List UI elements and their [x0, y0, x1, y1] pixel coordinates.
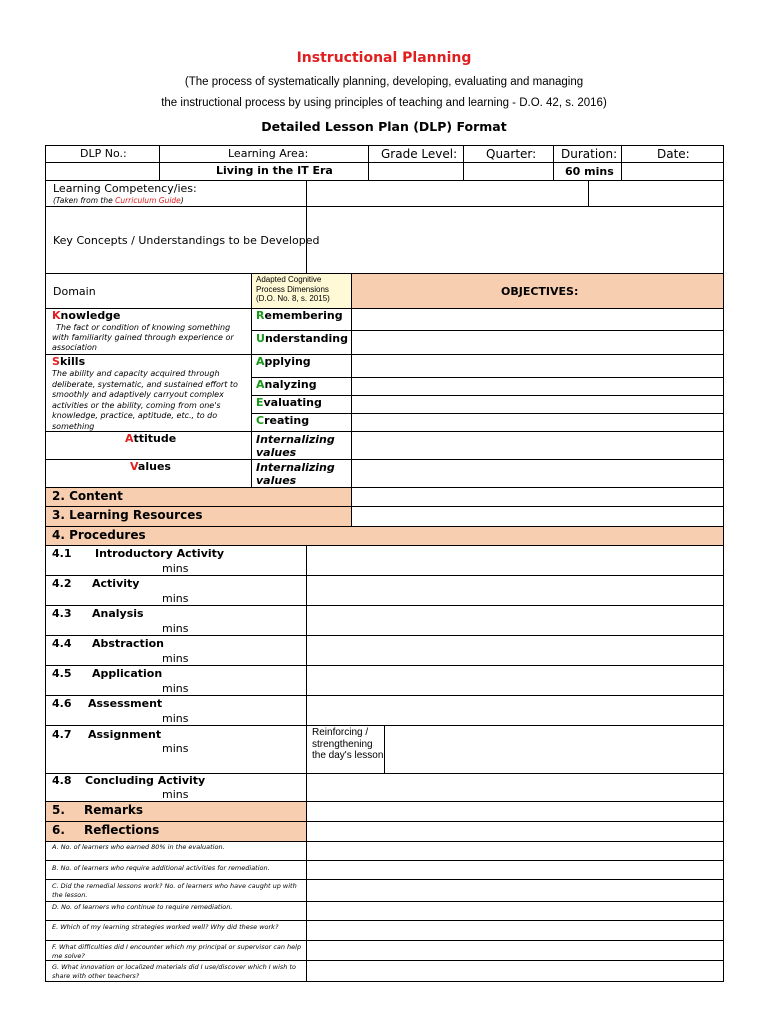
step-mins: mins [162, 788, 189, 801]
content-header-cell [45, 487, 352, 507]
step-4-7-cell [45, 725, 307, 774]
step-mins: mins [162, 712, 189, 725]
reflection-item-value [306, 940, 724, 961]
dlp-no-value-cell [45, 162, 160, 181]
process-remembering-cell [251, 308, 352, 331]
knowledge-label: Knowledge [52, 309, 121, 322]
reinforcing-label: Reinforcing / strengthening the day's lesson [312, 727, 384, 761]
reflection-item-text: A. No. of learners who earned 80% in the evaluation. [52, 843, 225, 851]
process-evaluating: Evaluating [256, 396, 322, 409]
step-4-8-value [306, 773, 724, 802]
quarter-label: Quarter: [486, 147, 537, 161]
objectives-header-cell [351, 273, 724, 309]
content-value-cell [351, 487, 724, 507]
objective-creating [351, 413, 724, 432]
step-mins: mins [162, 742, 189, 755]
procedures-header-cell [45, 526, 724, 546]
step-4-6-value [306, 695, 724, 726]
step-num: 4.4 [52, 637, 72, 650]
reflection-item-value [306, 841, 724, 861]
quarter-value-cell [463, 162, 554, 181]
reflections-value-cell [306, 821, 724, 842]
reflection-item-value [306, 879, 724, 902]
resources-label: 3. Learning Resources [52, 508, 203, 522]
step-4-4-value [306, 635, 724, 666]
adapted-label: Adapted Cognitive Process Dimensions (D.O. No. 8, s. 2015) [256, 275, 330, 303]
duration-value: 60 mins [565, 165, 614, 178]
format-title: Detailed Lesson Plan (DLP) Format [261, 119, 507, 134]
reflection-item [45, 841, 307, 861]
step-num: 4.6 [52, 697, 72, 710]
duration-cell [553, 145, 622, 163]
resources-header-cell [45, 506, 352, 527]
content-label: 2. Content [52, 489, 123, 503]
reflections-header-cell [45, 821, 307, 842]
reflection-item-value [306, 860, 724, 880]
step-4-3-cell [45, 605, 307, 636]
remarks-header-cell [45, 801, 307, 822]
process-remembering: Remembering [256, 309, 343, 322]
process-understanding: Understanding [256, 332, 348, 345]
process-applying: Applying [256, 355, 311, 368]
step-mins: mins [162, 652, 189, 665]
attitude-process: Internalizing values [256, 433, 335, 459]
competency-code-cell [588, 180, 724, 207]
key-concepts-cell [45, 206, 320, 274]
date-cell [621, 145, 724, 163]
grade-level-cell [368, 145, 464, 163]
remarks-num: 5. [52, 803, 65, 817]
step-name: Abstraction [92, 637, 164, 650]
step-4-2-cell [45, 575, 307, 606]
step-4-1-value [306, 545, 724, 576]
knowledge-cell [45, 308, 252, 355]
reflection-item [45, 960, 307, 982]
step-4-5-value [306, 665, 724, 696]
competency-label: Learning Competency/ies: [53, 182, 197, 195]
quarter-cell [463, 145, 554, 163]
step-name: Assignment [88, 728, 162, 741]
learning-area-label: Learning Area: [228, 147, 309, 160]
step-name: Activity [92, 577, 140, 590]
step-4-1-cell [45, 545, 307, 576]
competency-cell [45, 180, 307, 207]
reflections-num: 6. [52, 823, 65, 837]
reflection-item [45, 940, 307, 961]
reflection-item-text: E. Which of my learning strategies worked well? Why did these work? [52, 923, 279, 931]
reflection-item [45, 879, 307, 902]
competency-value-cell [306, 180, 589, 207]
step-num: 4.3 [52, 607, 72, 620]
objective-applying [351, 354, 724, 378]
learning-area-value: Living in the IT Era [216, 164, 333, 177]
step-num: 4.7 [52, 728, 72, 741]
learning-area-value-cell [159, 162, 369, 181]
skills-label: Skills [52, 355, 86, 368]
subtitle-line-1: (The process of systematically planning, developing, evaluating and managing [184, 76, 584, 88]
date-label: Date: [657, 147, 690, 161]
step-name: Application [92, 667, 163, 680]
objective-values [351, 459, 724, 488]
reflection-item [45, 920, 307, 941]
step-num: 4.8 [52, 774, 72, 787]
remarks-value-cell [306, 801, 724, 822]
reflections-label: Reflections [84, 823, 160, 837]
step-num: 4.1 [52, 547, 72, 560]
skills-cell [45, 354, 252, 432]
reflection-item [45, 901, 307, 921]
reflection-item-value [306, 920, 724, 941]
reflection-item-text: D. No. of learners who continue to require remediation. [52, 903, 233, 911]
resources-value-cell [351, 506, 724, 527]
reflection-item-text: B. No. of learners who require additional activities for remediation. [52, 864, 270, 872]
process-creating: Creating [256, 414, 310, 427]
objective-attitude [351, 431, 724, 460]
step-4-3-value [306, 605, 724, 636]
key-concepts-label: Key Concepts / Understandings to be Developed [53, 234, 320, 247]
learning-area-cell [159, 145, 369, 163]
objective-understanding [351, 330, 724, 355]
reflection-item-text: C. Did the remedial lessons work? No. of learners who have caught up with the lesson. [52, 882, 297, 899]
skills-desc: The ability and capacity acquired through deliberate, systematic, and sustained effort to smoothly and adaptively carryout complex activities or the ability, coming from one's knowledge, practice, aptitude, etc., to do something [52, 369, 238, 431]
process-analyzing: Analyzing [256, 378, 317, 391]
values-cell [45, 459, 252, 488]
process-applying-cell [251, 354, 352, 378]
date-value-cell [621, 162, 724, 181]
step-num: 4.2 [52, 577, 72, 590]
step-mins: mins [162, 562, 189, 575]
attitude-cell [45, 431, 252, 460]
step-4-6-cell [45, 695, 307, 726]
step-4-2-value [306, 575, 724, 606]
domain-label: Domain [53, 285, 96, 298]
subtitle-line-2: the instructional process by using principles of teaching and learning - D.O. 42, s. 2016) [161, 97, 607, 109]
objective-analyzing [351, 377, 724, 396]
duration-value-cell [553, 162, 622, 181]
duration-label: Duration: [561, 147, 618, 161]
process-understanding-cell [251, 330, 352, 355]
step-4-4-cell [45, 635, 307, 666]
step-mins: mins [162, 682, 189, 695]
step-mins: mins [162, 622, 189, 635]
step-name: Concluding Activity [85, 774, 206, 787]
dlp-no-cell [45, 145, 160, 163]
adapted-cell [251, 273, 352, 309]
objective-remembering [351, 308, 724, 331]
step-4-5-cell [45, 665, 307, 696]
reflection-item-text: G. What innovation or localized materials did I use/discover which I wish to share with other teachers? [52, 963, 296, 980]
dlp-no-label: DLP No.: [80, 147, 127, 160]
values-label: Values [130, 460, 171, 473]
objectives-label: OBJECTIVES: [501, 285, 579, 298]
grade-level-label: Grade Level: [381, 147, 458, 161]
attitude-process-cell [251, 431, 352, 460]
step-4-8-cell [45, 773, 307, 802]
grade-level-value-cell [368, 162, 464, 181]
process-evaluating-cell [251, 395, 352, 414]
competency-note: (Taken from the Curriculum Guide) [53, 196, 184, 205]
values-process-cell [251, 459, 352, 488]
values-process: Internalizing values [256, 461, 335, 487]
page-title: Instructional Planning [296, 50, 472, 66]
attitude-label: Attitude [125, 432, 177, 445]
process-analyzing-cell [251, 377, 352, 396]
procedures-label: 4. Procedures [52, 528, 146, 542]
objective-evaluating [351, 395, 724, 414]
step-4-7-value [384, 725, 724, 774]
reflection-item [45, 860, 307, 880]
reflection-item-text: F. What difficulties did I encounter which my principal or supervisor can help me solve? [52, 943, 302, 960]
key-concepts-value-cell [306, 206, 724, 274]
step-name: Analysis [92, 607, 144, 620]
reinforcing-cell [306, 725, 385, 774]
remarks-label: Remarks [84, 803, 144, 817]
process-creating-cell [251, 413, 352, 432]
reflection-item-value [306, 960, 724, 982]
reflection-item-value [306, 901, 724, 921]
knowledge-desc: The fact or condition of knowing something with familiarity gained through experience or association [52, 323, 234, 352]
step-num: 4.5 [52, 667, 72, 680]
step-name: Assessment [88, 697, 163, 710]
step-mins: mins [162, 592, 189, 605]
step-name: Introductory Activity [95, 547, 225, 560]
domain-header-cell [45, 273, 252, 309]
